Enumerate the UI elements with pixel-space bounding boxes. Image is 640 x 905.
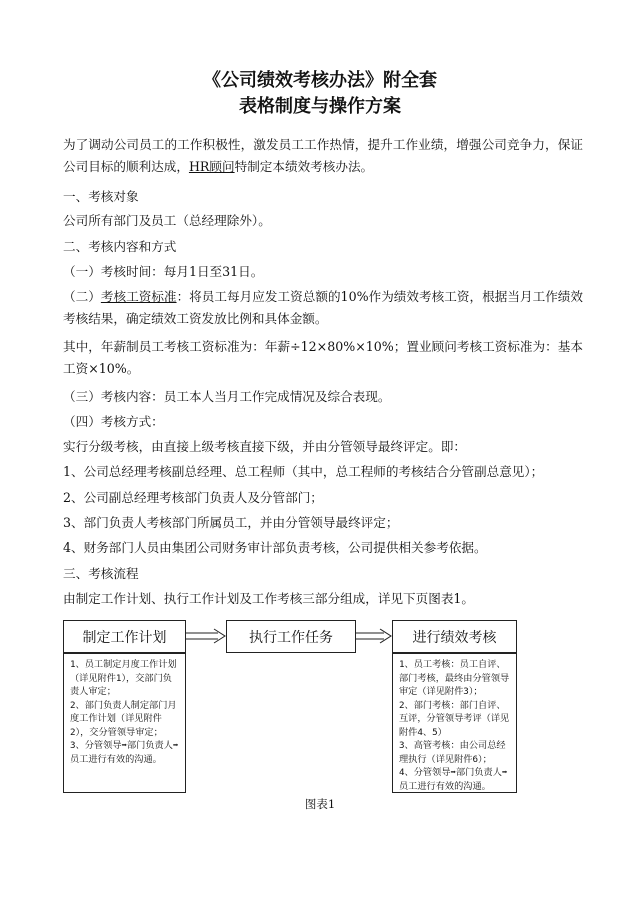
arrow-right-icon bbox=[356, 629, 391, 643]
review-step-1: 1、员工考核：员工自评、部门考核，最终由分管领导审定（详见附件3）； bbox=[399, 659, 510, 697]
hr-consultant-link[interactable]: HR顾问 bbox=[188, 159, 235, 174]
method-2: 2、公司副总经理考核部门负责人及分管部门； bbox=[63, 490, 323, 505]
item-2-text: ：将员工每月应发工资总额的10%作为绩效考核工资，根据当月工作绩效考核结果，确定绩效工资发放比例和具体金额。 bbox=[63, 289, 584, 326]
item-3: （三）考核内容：员工本人当月工作完成情况及综合表现。 bbox=[63, 389, 391, 404]
item-2-extra: 其中，年薪制员工考核工资标准为：年薪÷12×80%×10%；置业顾问考核工资标准为：基本工资×10%。 bbox=[63, 339, 583, 376]
item-4: （四）考核方式： bbox=[63, 414, 164, 429]
flow-text: 由制定工作计划、执行工作计划及工作考核三部分组成，详见下页图表1。 bbox=[63, 591, 475, 606]
method-4: 4、财务部门人员由集团公司财务审计部负责考核，公司提供相关参考依据。 bbox=[63, 540, 487, 555]
method-text: 实行分级考核，由直接上级考核直接下级，并由分管领导最终评定。即： bbox=[63, 439, 466, 454]
box-plan-title: 制定工作计划 bbox=[63, 620, 186, 653]
review-step-2: 2、部门考核：部门自评、互评，分管领导考评（详见附件4、5） bbox=[399, 699, 510, 738]
section-2-heading: 二、考核内容和方式 bbox=[63, 239, 177, 254]
section-1-text: 公司所有部门及员工（总经理除外）。 bbox=[63, 213, 271, 228]
figure-caption: 图表1 bbox=[304, 797, 336, 811]
section-3-heading: 三、考核流程 bbox=[63, 566, 139, 581]
box-execute-title: 执行工作任务 bbox=[226, 620, 356, 653]
method-3: 3、部门负责人考核部门所属员工，并由分管领导最终评定； bbox=[63, 515, 399, 530]
intro-text-b: 特制定本绩效考核办法。 bbox=[234, 159, 374, 174]
review-step-3: 3、高管考核：由公司总经理执行（详见附件6）； bbox=[399, 740, 506, 765]
plan-step-2: 2、部门负责人制定部门月度工作计划（详见附件2），交分管领导审定； bbox=[70, 699, 177, 738]
plan-step-3: 3、分管领导➡部门负责人➡员工进行有效的沟通。 bbox=[70, 740, 179, 765]
intro-text-a: 为了调动公司员工的工作积极性，激发员工工作热情，提升工作业绩，增强公司竞争力，保证公司目标的顺利达成， bbox=[63, 137, 583, 174]
plan-step-1: 1、员工制定月度工作计划（详见附件1），交部门负责人审定； bbox=[70, 659, 177, 697]
item-2-prefix: （二） bbox=[63, 289, 101, 304]
doc-title-line2: 表格制度与操作方案 bbox=[239, 96, 401, 117]
doc-title-line1: 《公司绩效考核办法》附全套 bbox=[203, 70, 437, 91]
arrow-right-icon bbox=[186, 629, 225, 643]
box-review-title: 进行绩效考核 bbox=[392, 620, 517, 653]
method-1: 1、公司总经理考核副总经理、总工程师（其中，总工程师的考核结合分管副总意见）； bbox=[63, 464, 544, 479]
salary-standard-link[interactable]: 考核工资标准 bbox=[100, 289, 177, 304]
section-1-heading: 一、考核对象 bbox=[63, 189, 139, 204]
item-1: （一）考核时间：每月1日至31日。 bbox=[63, 264, 264, 279]
box-review-body bbox=[392, 653, 517, 793]
box-plan-body bbox=[63, 653, 186, 793]
review-step-4: 4、分管领导➡部门负责人➡员工进行有效的沟通。 bbox=[399, 767, 508, 792]
